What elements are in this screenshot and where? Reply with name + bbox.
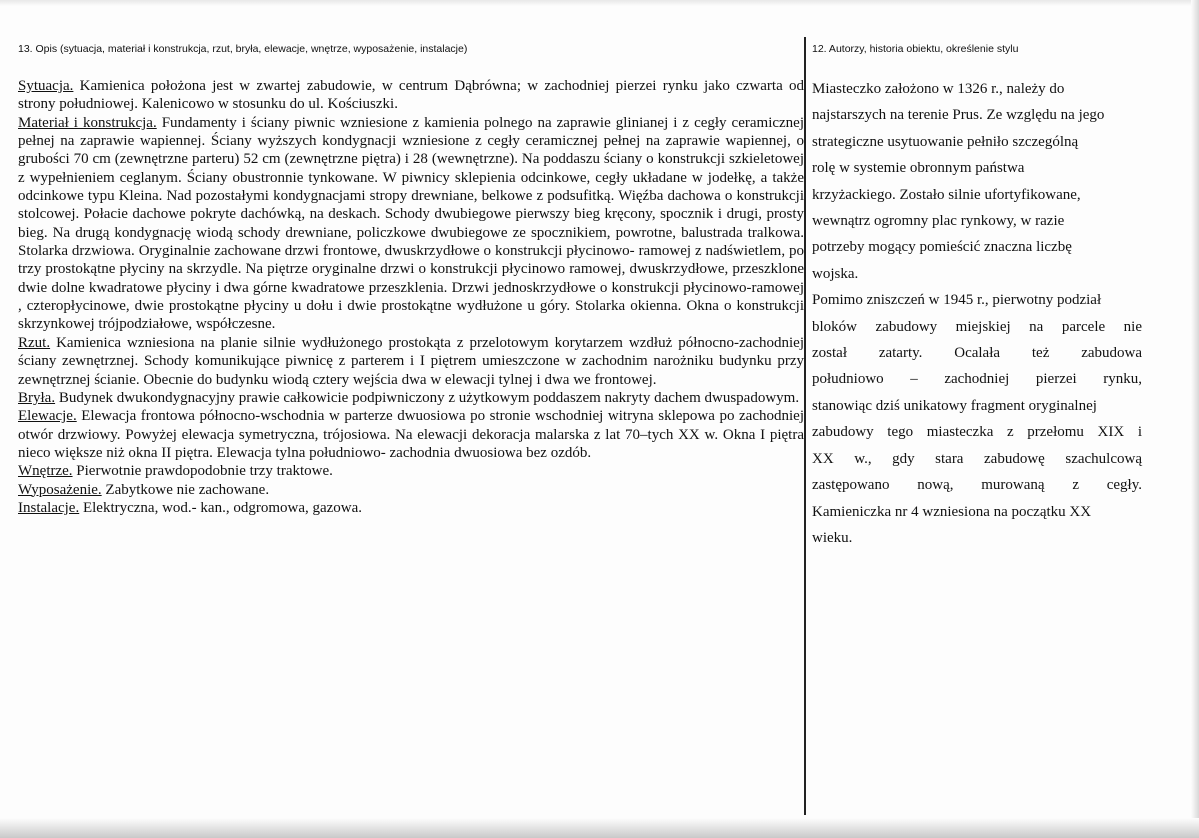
history-line: najstarszych na terenie Prus. Ze względu na jego <box>812 107 1105 124</box>
history-line: zastępowano nową, murowaną z cegły. <box>812 477 1142 494</box>
history-line: rolę w systemie obronnym państwa <box>812 160 1025 177</box>
page-edge-right <box>1191 0 1199 838</box>
section-label: Instalacje. <box>18 499 80 516</box>
history-line: Pomimo zniszczeń w 1945 r., pierwotny podział <box>812 292 1102 309</box>
section-label: Bryła. <box>18 389 56 406</box>
column-divider <box>804 37 806 815</box>
history-line: stanowiąc dziś unikatowy fragment oryginalnej <box>812 397 1097 414</box>
section-text: Zabytkowe nie zachowane. <box>101 481 270 498</box>
section-instalacje <box>18 499 804 517</box>
section-material <box>18 114 804 334</box>
section-label: Wyposażenie. <box>18 481 102 498</box>
history-line: potrzeby mogący pomieścić znaczna liczbę <box>812 239 1072 256</box>
history-line: Miasteczko założono w 1326 r., należy do <box>812 81 1065 97</box>
history-line: bloków zabudowy miejskiej na parcele nie <box>812 318 1142 335</box>
history-line: zabudowy tego miasteczka z przełomu XIX i <box>812 424 1142 441</box>
section-label: Wnętrze. <box>18 463 73 480</box>
history-heading: 12. Autorzy, historia obiektu, określenie stylu <box>812 43 1019 55</box>
section-text: Elewacja frontowa północno-wschodnia w parterze dwuosiowa po stronie wschodniej witryna sklepowa po zachodniej otwór drzwiowy. Powyżej elewacja symetryczna, trójosiowa. Na elewacji dekoracja malarska z lat 70–tych XX w. Okna I piętra nieco większe niż okna II piętra. Elewacja tylna południowo- zachodnia dwuosiowa bez ozdób. <box>18 408 804 461</box>
section-wnetrze <box>18 462 804 480</box>
history-line: XX w., gdy stara zabudowę szachulcową <box>812 450 1142 467</box>
section-label: Rzut. <box>18 334 51 351</box>
description-body <box>18 77 804 517</box>
description-heading: 13. Opis (sytuacja, materiał i konstrukcja, rzut, bryła, elewacje, wnętrze, wyposażenie, instalacje) <box>18 43 468 55</box>
page-edge-top <box>0 0 1199 6</box>
section-label: Sytuacja. <box>18 78 74 94</box>
section-text: Elektryczna, wod.- kan., odgromowa, gazowa. <box>79 499 363 516</box>
section-label: Materiał i konstrukcja. <box>18 114 157 131</box>
history-line: krzyżackiego. Zostało silnie ufortyfikowane, <box>812 186 1081 203</box>
history-body <box>812 76 1142 551</box>
section-text: Kamienica położona jest w zwartej zabudowie, w centrum Dąbrówna; w zachodniej pierzei rynku jako czwarta od strony południowej. Kalenicowo w stosunku do ul. Kościuszki. <box>18 78 804 113</box>
section-text: Fundamenty i ściany piwnic wzniesione z kamienia polnego na zaprawie glinianej i z cegły ceramicznej pełnej na zaprawie wapiennej. Ściany wyższych kondygnacji wzniesione z cegły ceramicznej pełnej na zaprawie wapiennej, o grubości 70 cm (zewnętrzne parteru) 52 cm (zewnętrzne piętra) i 28 (wewnętrzne). Na poddaszu ściany o konstrukcji szkieletowej z wypełnieniem ceglanym. Ściany obustronnie tynkowane. W piwnicy sklepienia odcinkowe, cegły układane w jodełkę, a także odcinkowe typu Kleina. Nad pozostałymi kondygnacjami stropy drewniane, belkowe z podsufitką. Więźba dachowa o konstrukcji stolcowej. Połacie dachowe pokryte dachówką, na deskach. Schody dwubiegowe pierwszy bieg kręcony, spocznik i drugi, prosty bieg. Na drugą kondygnację wiodą schody drewniane, policzkowe dwubiegowe ze spocznikiem, powrotne, balustrada tralkowa. Stolarka drzwiowa. Oryginalnie zachowane drzwi frontowe, dwuskrzydłowe o konstrukcji płycinowo- ramowej z nadświetlem, po trzy prostokątne płyciny na skrzydle. Na piętrze oryginalne drzwi o konstrukcji płycinowo ramowej, dwuskrzydłowe, przeszklone dwie dolne kwadratowe płyciny i dwa górne kwadratowe przeszklenia. Drzwi jednoskrzydłowe o konstrukcji płycinowo-ramowej , czteropłycinowe, dwie prostokątne płyciny u dołu i dwie prostokątne wydłużone u góry. Stolarka okienna. Okna o konstrukcji skrzynkowej trójpodziałowe, współczesne. <box>18 114 804 333</box>
section-label: Elewacje. <box>18 408 77 425</box>
history-line: wieku. <box>812 529 853 546</box>
history-line: wewnątrz ogromny plac rynkowy, w razie <box>812 213 1065 230</box>
history-line: strategiczne usytuowanie pełniło szczególną <box>812 133 1079 150</box>
section-bryla <box>18 389 804 407</box>
history-line: został zatarty. Ocalała też zabudowa <box>812 345 1142 362</box>
section-wyposazenie <box>18 481 804 499</box>
history-line: Kamieniczka nr 4 wzniesiona na początku XX <box>812 503 1092 520</box>
section-elewacje <box>18 407 804 462</box>
section-text: Pierwotnie prawdopodobnie trzy traktowe. <box>72 463 333 480</box>
page-edge-bottom <box>0 818 1199 838</box>
history-line: południowo – zachodniej pierzei rynku, <box>812 371 1142 388</box>
section-sytuacja <box>18 77 804 114</box>
history-line: wojska. <box>812 265 859 282</box>
section-rzut <box>18 334 804 389</box>
section-text: Budynek dwukondygnacyjny prawie całkowicie podpiwniczony z użytkowym poddaszem nakryty dachem dwuspadowym. <box>55 389 800 406</box>
section-text: Kamienica wzniesiona na planie silnie wydłużonego prostokąta z przelotowym korytarzem wzdłuż północno-zachodniej ściany zewnętrznej. Schody komunikujące piwnicę z parterem i I piętrem umieszczone w zachodnim narożniku budynku przy zewnętrznej ścianie. Obecnie do budynku wiodą cztery wejścia dwa w elewacji tylnej i dwa we frontowej. <box>18 334 804 388</box>
